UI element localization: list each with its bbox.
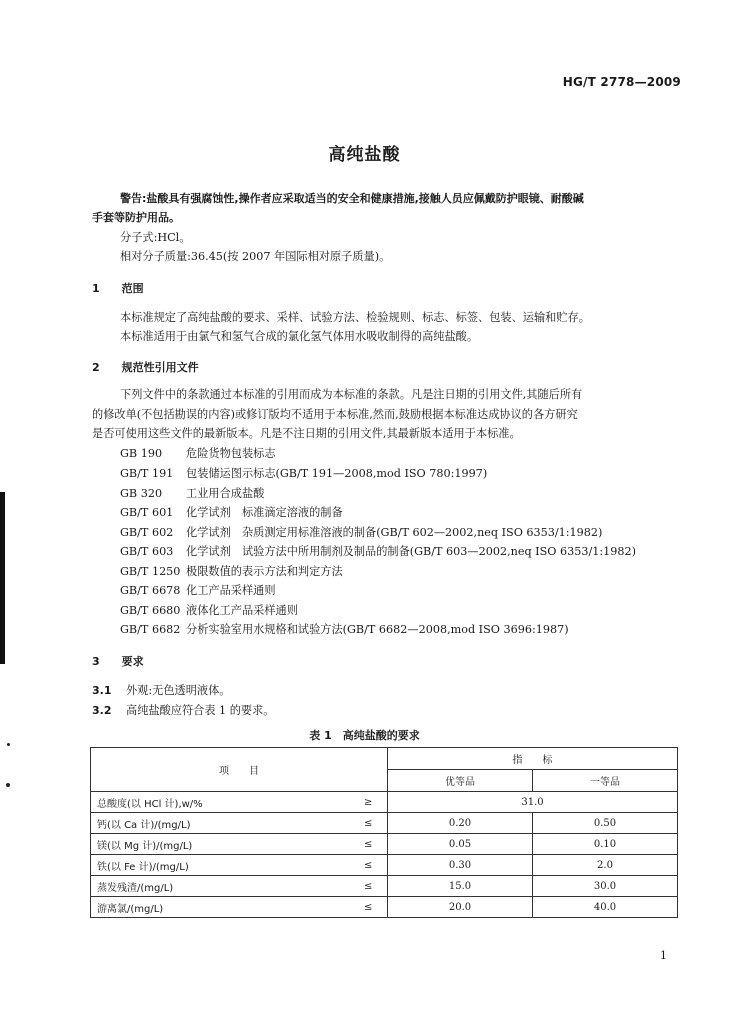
section-title: 规范性引用文件 xyxy=(121,361,199,374)
scan-edge-bar xyxy=(0,492,5,664)
reference-title: 包装储运图示标志(GB/T 191—2008,mod ISO 780:1997) xyxy=(186,467,488,480)
reference-code: GB/T 603 xyxy=(120,545,174,558)
standard-code: HG/T 2778—2009 xyxy=(562,75,681,89)
reference-item xyxy=(120,505,343,520)
scan-speck xyxy=(7,743,10,746)
reference-title: 化学试剂 试验方法中所用制剂及制品的制备(GB/T 603—2002,neq ISO 6353/1:1982) xyxy=(186,545,636,558)
reference-code: GB 190 xyxy=(120,447,163,460)
row-symbol: ≤ xyxy=(350,897,388,918)
reference-code: GB/T 601 xyxy=(120,506,174,519)
reference-item xyxy=(120,544,636,559)
table-row xyxy=(91,876,678,897)
reference-item xyxy=(120,583,276,598)
table-header-row xyxy=(91,748,678,770)
section-1-paragraph: 本标准规定了高纯盐酸的要求、采样、试验方法、检验规则、标志、标签、包装、运输和贮存。 xyxy=(120,311,590,324)
reference-title: 危险货物包装标志 xyxy=(186,447,276,460)
reference-item xyxy=(120,486,264,501)
section-number: 2 xyxy=(92,361,100,374)
row-value-grade-2: 2.0 xyxy=(533,855,678,876)
row-symbol: ≥ xyxy=(350,792,388,813)
row-merged-value: 31.0 xyxy=(388,792,678,813)
clause-number: 3.2 xyxy=(92,704,112,717)
row-symbol: ≤ xyxy=(350,855,388,876)
requirements-table xyxy=(90,747,678,918)
page-number: 1 xyxy=(660,949,667,962)
row-value-grade-1: 0.20 xyxy=(388,813,533,834)
reference-code: GB/T 6680 xyxy=(120,604,181,617)
reference-code: GB/T 1250 xyxy=(120,565,181,578)
reference-title: 分析实验室用水规格和试验方法(GB/T 6682—2008,mod ISO 3696:1987) xyxy=(186,623,569,636)
row-item: 镁(以 Mg 计)/(mg/L) xyxy=(91,834,350,855)
section-2-heading xyxy=(92,360,199,375)
section-3-heading xyxy=(92,654,144,669)
clause-text: 外观:无色透明液体。 xyxy=(126,684,231,697)
row-symbol: ≤ xyxy=(350,834,388,855)
header-grade-1: 优等品 xyxy=(388,770,533,792)
row-item: 游离氯/(mg/L) xyxy=(91,897,350,918)
reference-item xyxy=(120,564,343,579)
table-row xyxy=(91,834,678,855)
reference-title: 化学试剂 标准滴定溶液的制备 xyxy=(186,506,343,519)
warning-line-2: 手套等防护用品。 xyxy=(92,211,180,224)
reference-title: 极限数值的表示方法和判定方法 xyxy=(186,565,343,578)
reference-title: 化工产品采样通则 xyxy=(186,584,276,597)
row-item: 铁(以 Fe 计)/(mg/L) xyxy=(91,855,350,876)
reference-code: GB/T 6678 xyxy=(120,584,181,597)
row-value-grade-2: 30.0 xyxy=(533,876,678,897)
reference-title: 化学试剂 杂质测定用标准溶液的制备(GB/T 602—2002,neq ISO 6353/1:1982) xyxy=(186,526,603,539)
section-number: 3 xyxy=(92,655,100,668)
table-row xyxy=(91,792,678,813)
document-title: 高纯盐酸 xyxy=(328,145,401,165)
section-title: 范围 xyxy=(121,282,144,295)
reference-item xyxy=(120,622,569,637)
section-2-intro-line: 是否可使用这些文件的最新版本。凡是不注日期的引用文件,其最新版本适用于本标准。 xyxy=(92,427,521,440)
section-2-intro-line: 的修改单(不包括勘误的内容)或修订版均不适用于本标准,然而,鼓励根据本标准达成协议的各方研究 xyxy=(92,408,578,421)
row-value-grade-1: 0.30 xyxy=(388,855,533,876)
table-caption: 表 1 高纯盐酸的要求 xyxy=(309,729,420,742)
table-row xyxy=(91,813,678,834)
row-item: 蒸发残渣/(mg/L) xyxy=(91,876,350,897)
reference-item xyxy=(120,446,276,461)
header-index: 指 标 xyxy=(388,748,678,770)
row-value-grade-1: 15.0 xyxy=(388,876,533,897)
section-1-paragraph: 本标准适用于由氯气和氢气合成的氯化氢气体用水吸收制得的高纯盐酸。 xyxy=(120,330,479,343)
header-grade-2: 一等品 xyxy=(533,770,678,792)
row-value-grade-1: 0.05 xyxy=(388,834,533,855)
section-number: 1 xyxy=(92,282,100,295)
reference-item xyxy=(120,525,602,540)
clause-3-2 xyxy=(92,703,274,718)
reference-item xyxy=(120,466,487,481)
row-value-grade-2: 0.10 xyxy=(533,834,678,855)
header-item: 项 目 xyxy=(91,748,388,792)
section-2-intro-line: 下列文件中的条款通过本标准的引用而成为本标准的条款。凡是注日期的引用文件,其随后所有 xyxy=(120,388,583,401)
table-row xyxy=(91,855,678,876)
molecular-formula: 分子式:HCl。 xyxy=(120,231,191,244)
clause-text: 高纯盐酸应符合表 1 的要求。 xyxy=(126,704,275,717)
row-item: 总酸度(以 HCl 计),w/% xyxy=(91,792,350,813)
section-title: 要求 xyxy=(121,655,144,668)
row-item: 钙(以 Ca 计)/(mg/L) xyxy=(91,813,350,834)
clause-number: 3.1 xyxy=(92,684,112,697)
reference-code: GB 320 xyxy=(120,487,163,500)
row-symbol: ≤ xyxy=(350,876,388,897)
row-value-grade-2: 0.50 xyxy=(533,813,678,834)
reference-title: 工业用合成盐酸 xyxy=(186,487,265,500)
row-value-grade-1: 20.0 xyxy=(388,897,533,918)
reference-title: 液体化工产品采样通则 xyxy=(186,604,298,617)
row-symbol: ≤ xyxy=(350,813,388,834)
reference-code: GB/T 191 xyxy=(120,467,174,480)
reference-code: GB/T 6682 xyxy=(120,623,181,636)
table-row xyxy=(91,897,678,918)
section-1-heading xyxy=(92,281,144,296)
reference-item xyxy=(120,603,298,618)
warning-line-1: 警告:盐酸具有强腐蚀性,操作者应采取适当的安全和健康措施,接触人员应佩戴防护眼镜、耐酸碱 xyxy=(120,192,584,205)
row-value-grade-2: 40.0 xyxy=(533,897,678,918)
reference-code: GB/T 602 xyxy=(120,526,174,539)
scan-speck xyxy=(6,783,10,787)
clause-3-1 xyxy=(92,683,230,698)
molecular-mass: 相对分子质量:36.45(按 2007 年国际相对原子质量)。 xyxy=(120,250,391,263)
